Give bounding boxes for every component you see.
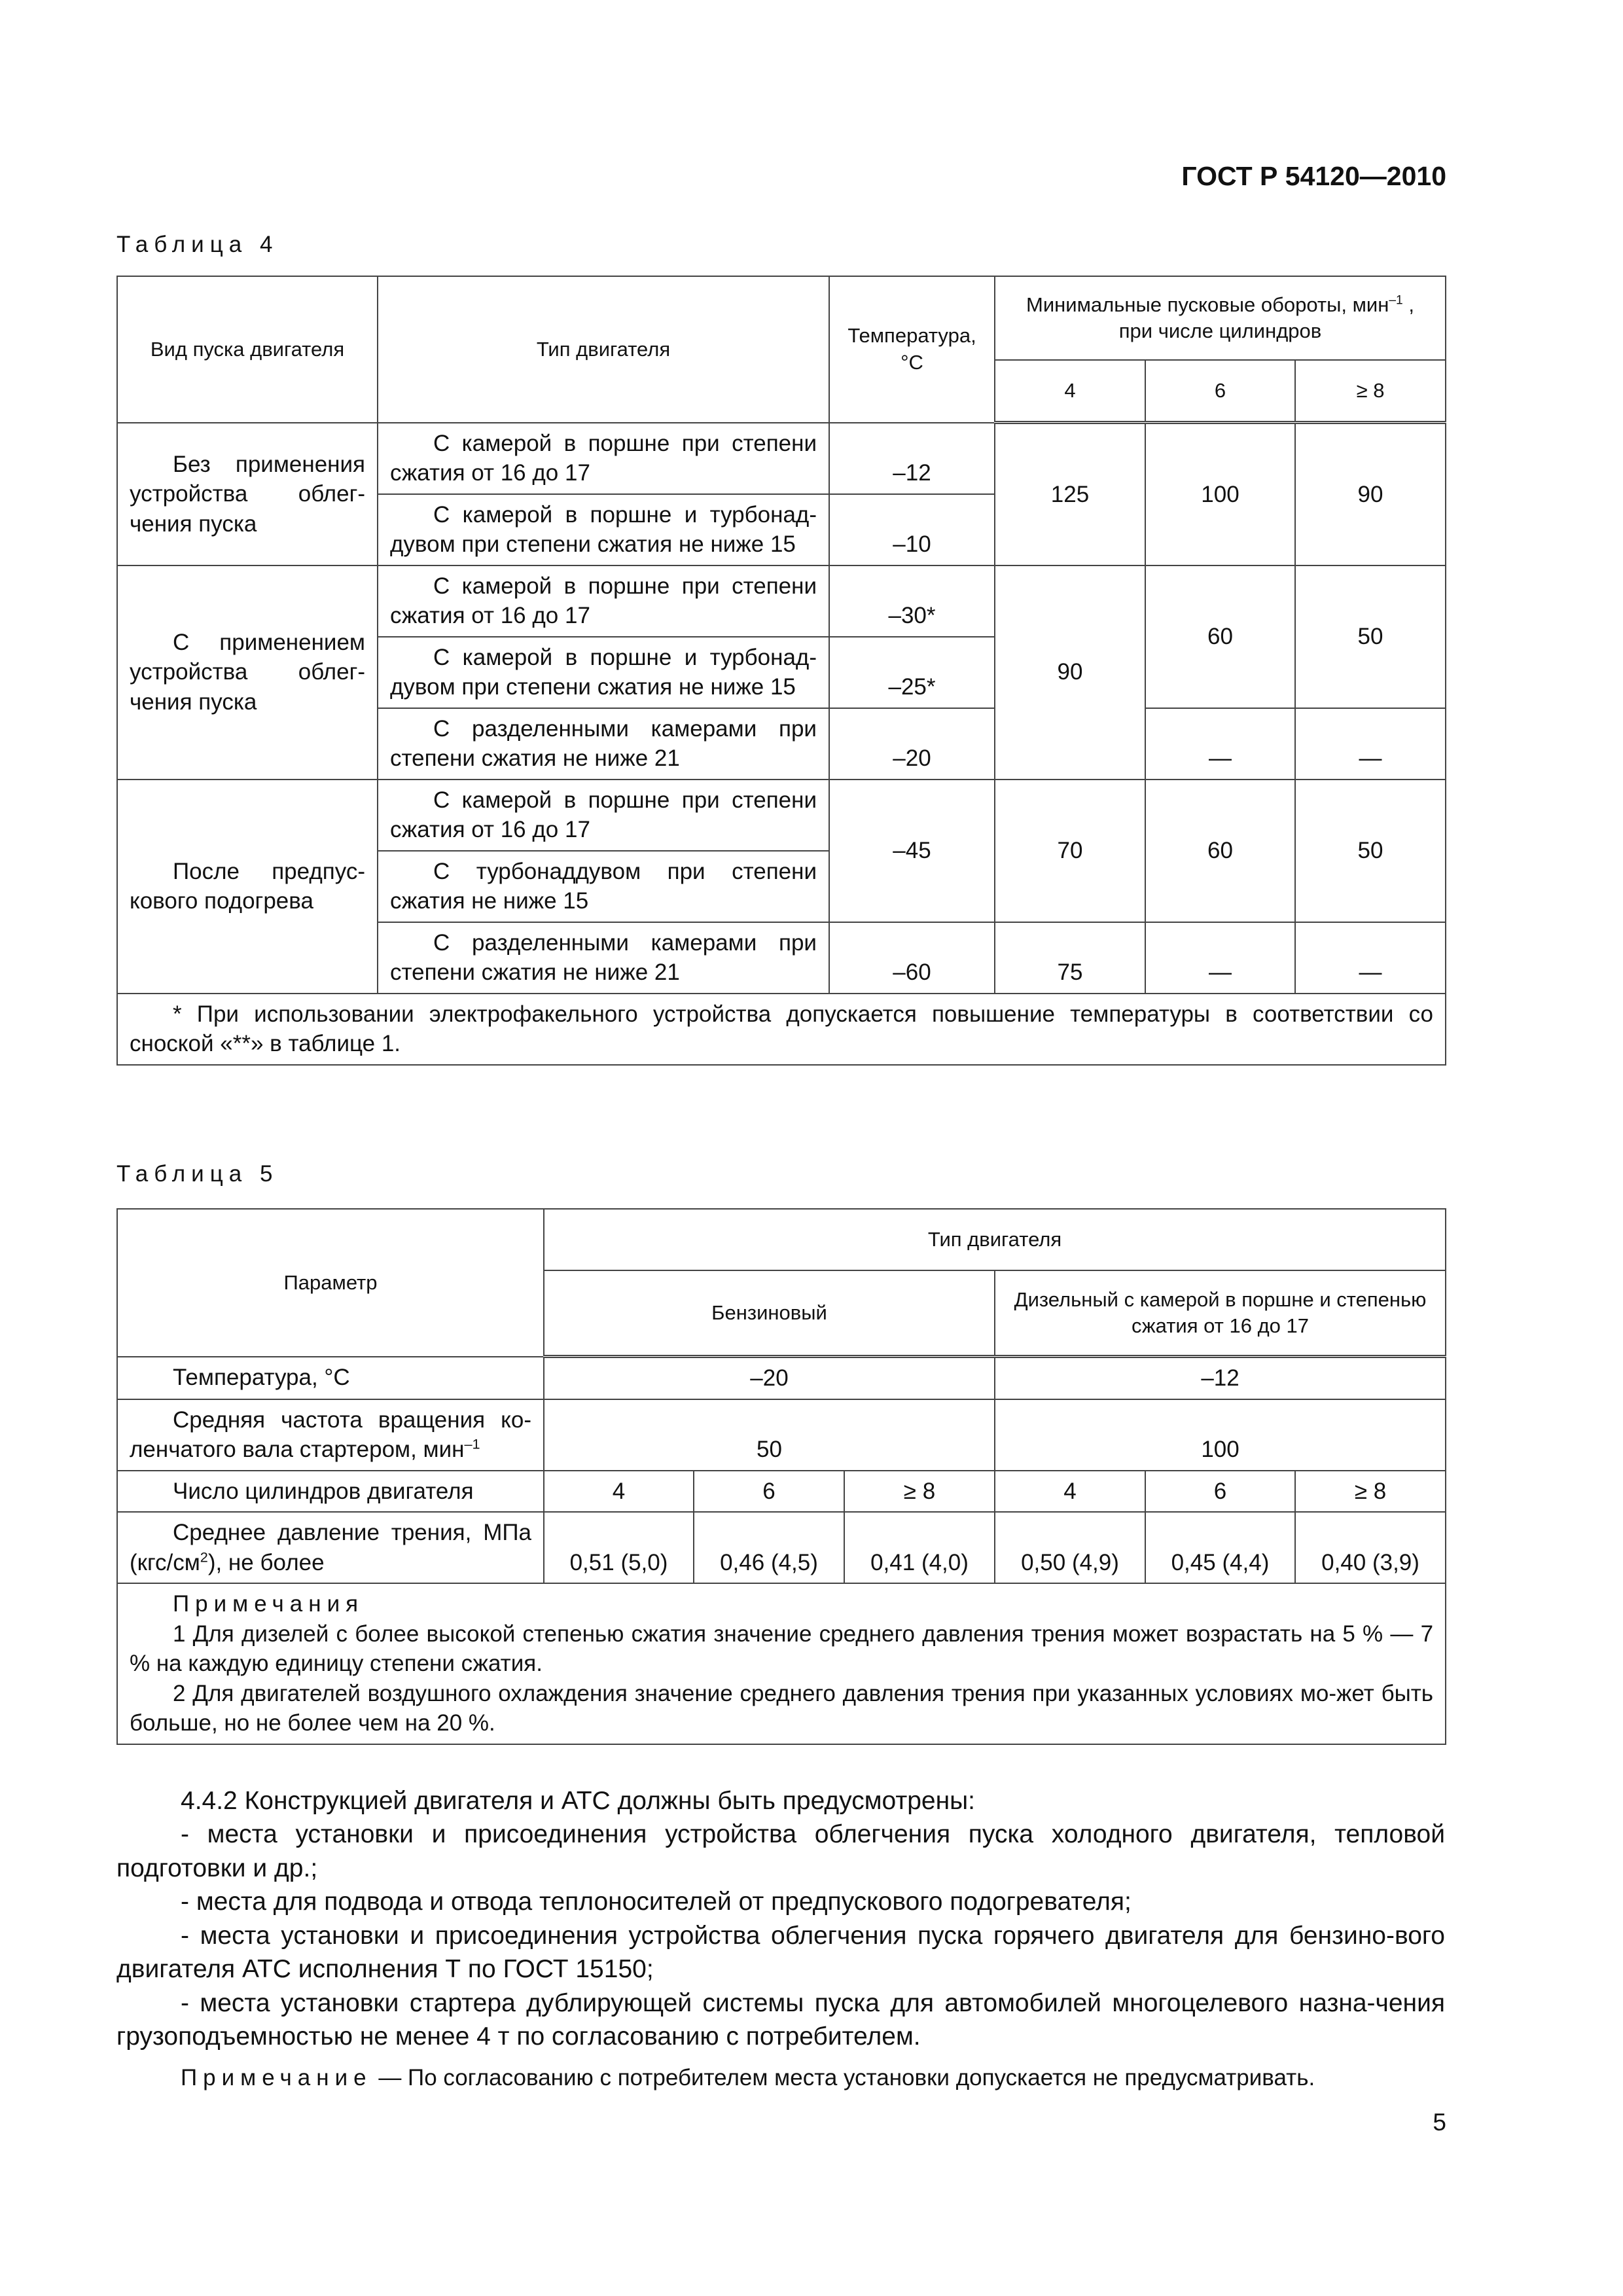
t5-row-label: Среднее давление трения, МПа $(кгс/см^2)$, не более: [117, 1512, 544, 1583]
t5-row-label: Температура, °C: [117, 1357, 544, 1399]
t5-cell: ≥ 8: [844, 1471, 995, 1513]
t4-start-type-cell: Без применения устройства облег-чения пуска: [117, 423, 378, 565]
t4-temp-cell: –10: [829, 494, 995, 565]
section-intro: 4.4.2 Конструкцией двигателя и АТС должны быть предусмотрены:: [181, 1787, 976, 1815]
t4-temp-cell: –30*: [829, 565, 995, 637]
t4-start-type-cell: С применением устройства облег-чения пуска: [117, 565, 378, 780]
section-4-4-2: [116, 1784, 1445, 2093]
t5-header-engine-type: Тип двигателя: [544, 1209, 1446, 1270]
table4-caption: Таблица 4: [116, 232, 279, 257]
t4-engine-cell: С разделенными камерами при степени сжатия не ниже 21: [378, 922, 829, 994]
t4-start-type-cell: После предпус-кового подогрева: [117, 780, 378, 994]
t4-rpm4-cell: 75: [995, 922, 1145, 994]
t5-notes-title: Примечания: [173, 1591, 365, 1617]
t5-cell: 4: [544, 1471, 694, 1513]
t4-rpm8-cell: —: [1295, 922, 1446, 994]
t4-engine-cell: С камерой в поршне при степени сжатия от 16 до 17: [378, 423, 829, 494]
t5-cell: 0,50 (4,9): [995, 1512, 1145, 1583]
section-item: - места установки и присоединения устройства облегчения пуска холодного двигателя, тепловой подготовки и др.;: [116, 1820, 1445, 1882]
t5-cell: 0,41 (4,0): [844, 1512, 995, 1583]
t5-note: 2 Для двигателей воздушного охлаждения значение среднего давления трения при указанных условиях мо-жет быть больше, но не более чем на 20 %.: [130, 1680, 1434, 1736]
t4-rpm8-cell: 50: [1295, 780, 1446, 922]
t4-rpm8-cell: —: [1295, 708, 1446, 780]
t4-rpm6-cell: 60: [1145, 780, 1295, 922]
t4-engine-cell: С камерой в поршне и турбонад-дувом при степени сжатия не ниже 15: [378, 637, 829, 708]
t5-cell: 4: [995, 1471, 1145, 1513]
t4-rpm8-cell: 90: [1295, 423, 1446, 565]
t4-rpm6-cell: —: [1145, 922, 1295, 994]
t5-header-petrol: Бензиновый: [544, 1270, 995, 1357]
t4-engine-cell: С разделенными камерами при степени сжатия не ниже 21: [378, 708, 829, 780]
t4-footnote: * При использовании электрофакельного устройства допускается повышение температуры в соответствии со сноской «**» в таблице 1.: [117, 994, 1446, 1065]
t4-rpm8-cell: 50: [1295, 565, 1446, 708]
t4-header-cyl8: ≥ 8: [1295, 360, 1446, 423]
t4-engine-cell: С камерой в поршне и турбонад-дувом при степени сжатия не ниже 15: [378, 494, 829, 565]
t4-engine-cell: С камерой в поршне при степени сжатия от 16 до 17: [378, 780, 829, 851]
section-item: - места для подвода и отвода теплоносителей от предпускового подогревателя;: [181, 1888, 1132, 1916]
t4-rpm4-cell: 70: [995, 780, 1145, 922]
page-number: 5: [1433, 2109, 1446, 2136]
t5-notes: [117, 1583, 1446, 1744]
t5-row-label: Число цилиндров двигателя: [117, 1471, 544, 1513]
t5-cell: –12: [995, 1357, 1446, 1399]
t4-rpm6-cell: 60: [1145, 565, 1295, 708]
table4: [116, 276, 1446, 1066]
document-code: ГОСТ Р 54120—2010: [1181, 161, 1446, 191]
t4-rpm4-cell: 90: [995, 565, 1145, 780]
t4-header-cyl6: 6: [1145, 360, 1295, 423]
section-note: Примечание — По согласованию с потребителем места установки допускается не предусматривать.: [181, 2064, 1315, 2090]
t4-rpm6-cell: 100: [1145, 423, 1295, 565]
t5-cell: 0,40 (3,9): [1295, 1512, 1446, 1583]
t5-row-label: Средняя частота вращения ко-ленчатого вала стартером, мин$^{-1}$: [117, 1399, 544, 1471]
section-item: - места установки и присоединения устройства облегчения пуска горячего двигателя для бензино-вого двигателя АТС исполнения Т по ГОСТ 15150;: [116, 1921, 1445, 1984]
t4-header-start-type: Вид пуска двигателя: [117, 276, 378, 423]
t4-engine-cell: С турбонаддувом при степени сжатия не ниже 15: [378, 851, 829, 922]
t5-cell: 6: [1145, 1471, 1295, 1513]
t4-temp-cell: –20: [829, 708, 995, 780]
t4-header-cyl4: 4: [995, 360, 1145, 423]
t4-header-temperature: Температура, °C: [829, 276, 995, 423]
t5-header-diesel: Дизельный с камерой в поршне и степенью сжатия от 16 до 17: [995, 1270, 1446, 1357]
t5-cell: 0,45 (4,4): [1145, 1512, 1295, 1583]
t5-header-parameter: Параметр: [117, 1209, 544, 1357]
section-item: - места установки стартера дублирующей системы пуска для автомобилей многоцелевого назна-чения грузоподъемностью не менее 4 т по согласованию с потребителем.: [116, 1988, 1445, 2051]
t4-rpm4-cell: 125: [995, 423, 1145, 565]
t5-note: 1 Для дизелей с более высокой степенью сжатия значение среднего давления трения может возрастать на 5 % — 7 % на каждую единицу степени сжатия.: [130, 1621, 1434, 1676]
table5-caption: Таблица 5: [116, 1161, 279, 1187]
t5-cell: 100: [995, 1399, 1446, 1471]
t4-temp-cell: –25*: [829, 637, 995, 708]
t5-cell: 50: [544, 1399, 995, 1471]
t4-engine-cell: С камерой в поршне при степени сжатия от 16 до 17: [378, 565, 829, 637]
t4-temp-cell: –60: [829, 922, 995, 994]
table5: [116, 1208, 1446, 1745]
t5-cell: 0,51 (5,0): [544, 1512, 694, 1583]
t5-cell: ≥ 8: [1295, 1471, 1446, 1513]
t4-temp-cell: –12: [829, 423, 995, 494]
t4-header-engine-type: Тип двигателя: [378, 276, 829, 423]
t4-rpm6-cell: —: [1145, 708, 1295, 780]
t5-cell: 6: [694, 1471, 844, 1513]
t5-cell: –20: [544, 1357, 995, 1399]
t4-temp-cell: –45: [829, 780, 995, 922]
t4-header-min-rpm: Минимальные пусковые обороты, мин$^{-1}$ , при числе цилиндров: [995, 276, 1446, 360]
t5-cell: 0,46 (4,5): [694, 1512, 844, 1583]
